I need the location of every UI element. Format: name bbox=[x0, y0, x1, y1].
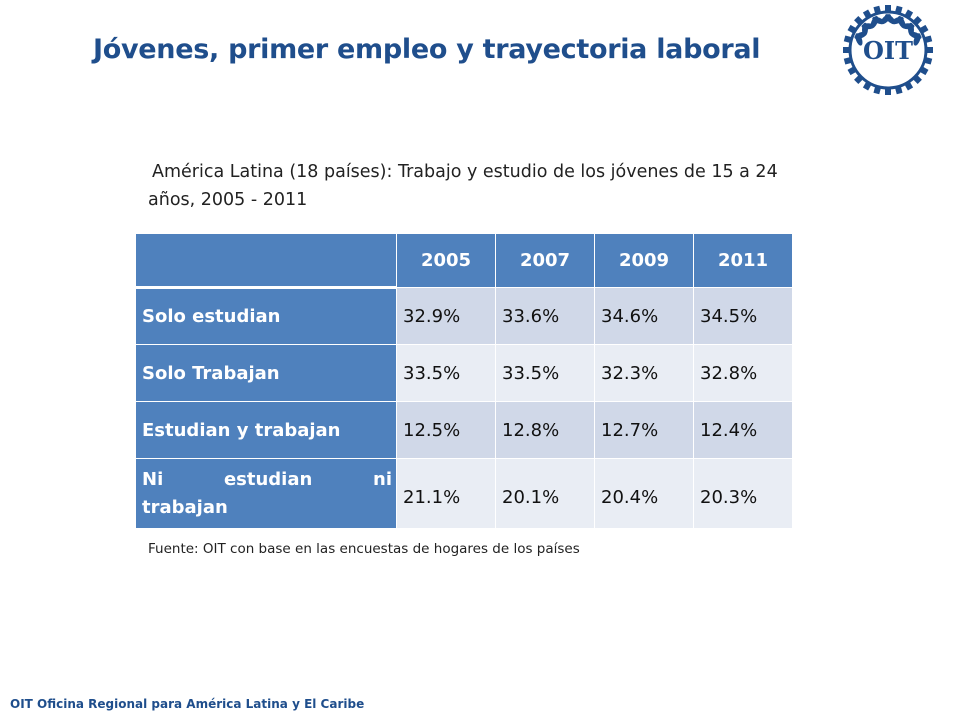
row-label bbox=[136, 459, 397, 529]
table-cell: 12.7% bbox=[595, 402, 694, 459]
table-row bbox=[136, 288, 793, 345]
table-cell: 20.3% bbox=[694, 459, 793, 529]
row-label: Solo estudian bbox=[136, 288, 397, 345]
slide-title: Jóvenes, primer empleo y trayectoria laboral bbox=[93, 34, 761, 65]
logo-text: OIT bbox=[863, 36, 913, 65]
table-cell: 21.1% bbox=[397, 459, 496, 529]
header-year-2007: 2007 bbox=[496, 234, 595, 288]
table-cell: 34.5% bbox=[694, 288, 793, 345]
table-cell: 12.4% bbox=[694, 402, 793, 459]
logo-gear-tooth bbox=[885, 5, 891, 11]
source-note: Fuente: OIT con base en las encuestas de hogares de los países bbox=[148, 541, 580, 557]
table-cell: 33.5% bbox=[496, 345, 595, 402]
table-caption: América Latina (18 países): Trabajo y estudio de los jóvenes de 15 a 24 años, 2005 - 2011 bbox=[148, 162, 778, 210]
logo-gear-tooth bbox=[927, 47, 933, 53]
table-cell: 20.4% bbox=[595, 459, 694, 529]
table-cell: 32.9% bbox=[397, 288, 496, 345]
row-label-line-2: trabajan bbox=[142, 496, 228, 518]
table-cell: 32.3% bbox=[595, 345, 694, 402]
header-year-2011: 2011 bbox=[694, 234, 793, 288]
oit-logo-icon bbox=[832, 4, 944, 96]
logo-laurel-leaf bbox=[901, 23, 914, 29]
header-year-2005: 2005 bbox=[397, 234, 496, 288]
row-label-word: estudian bbox=[223, 468, 313, 490]
table-cell: 12.8% bbox=[496, 402, 595, 459]
row-label-word: Ni bbox=[142, 468, 164, 490]
header-corner-cell bbox=[136, 234, 397, 288]
row-label: Solo Trabajan bbox=[136, 345, 397, 402]
table-cell: 33.5% bbox=[397, 345, 496, 402]
header-row bbox=[136, 234, 793, 288]
data-table bbox=[135, 233, 793, 529]
header-year-2009: 2009 bbox=[595, 234, 694, 288]
table-row bbox=[136, 402, 793, 459]
table-cell: 20.1% bbox=[496, 459, 595, 529]
table-row bbox=[136, 345, 793, 402]
table-cell: 34.6% bbox=[595, 288, 694, 345]
table-row bbox=[136, 459, 793, 529]
row-label: Estudian y trabajan bbox=[136, 402, 397, 459]
logo-gear-tooth bbox=[843, 47, 849, 53]
footer-text: OIT Oficina Regional para América Latina y El Caribe bbox=[10, 697, 365, 711]
table-cell: 12.5% bbox=[397, 402, 496, 459]
row-label-word: ni bbox=[373, 468, 392, 490]
logo-gear-tooth bbox=[885, 89, 891, 95]
table-cell: 32.8% bbox=[694, 345, 793, 402]
row-label-line-1 bbox=[142, 466, 392, 494]
table-cell: 33.6% bbox=[496, 288, 595, 345]
